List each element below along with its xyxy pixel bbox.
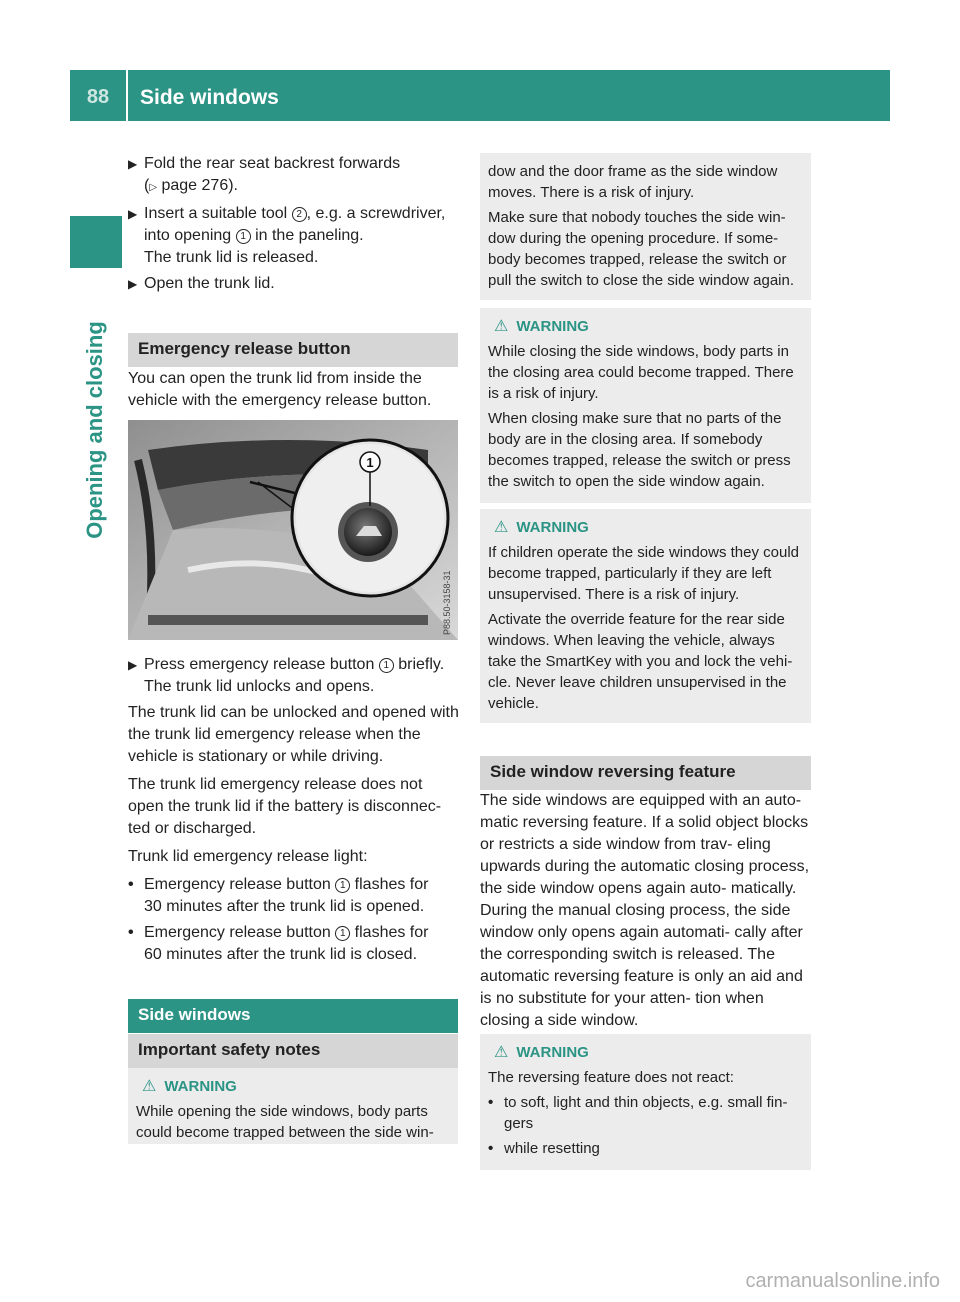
step-insert-tool: ▶ Insert a suitable tool 2 , e.g. a screwdriver, into opening 1 in the paneling. The trunk lid is released. (128, 205, 446, 266)
figure-callout-label: 1 (366, 455, 374, 470)
step-arrow-icon: ▶ (128, 207, 138, 221)
warning-heading: ⚠ WARNING (142, 1078, 237, 1095)
bullet-icon: • (488, 1094, 494, 1111)
warning-heading: ⚠ WARNING (494, 318, 589, 335)
reversing-feature-text: The side windows are equipped with an auto- matic reversing feature. If a solid object blocks or restricts a side window from trav- eling upwards during the automatic closing process, the side window opens again auto- matically. During the manual closing process, the side window only opens again automati- cally after the corresponding switch is released. The automatic reversing feature is only an aid and is no substitute for your atten- tion when closing a side window. (480, 792, 810, 1029)
list-item: • Emergency release button 1 flashes for 30 minutes after the trunk lid is opened. (128, 876, 429, 915)
warning-triangle-icon: ⚠ (494, 318, 509, 335)
warning-box (480, 509, 811, 723)
page-number: 88 (86, 86, 110, 108)
step-fold-seat: ▶ Fold the rear seat backrest forwards (▷ page 276). (128, 155, 401, 194)
watermark: carmanualsonline.info (745, 1270, 940, 1292)
step-arrow-icon: ▶ (128, 658, 138, 672)
emergency-intro: You can open the trunk lid from inside the vehicle with the emergency release button. (128, 370, 432, 409)
warning-triangle-icon: ⚠ (494, 1044, 509, 1061)
warning-triangle-icon: ⚠ (494, 519, 509, 536)
step-arrow-icon: ▶ (128, 277, 138, 291)
paragraph: The trunk lid can be unlocked and opened with the trunk lid emergency release when the vehicle is stationary or while driving. (128, 704, 459, 765)
page-reference-link[interactable]: page 276). (161, 177, 238, 194)
warning-text: Make sure that nobody touches the side win- dow during the opening procedure. If some- body becomes trapped, release the switch or pull the switch to close the side window again. (488, 209, 795, 289)
list-item: • while resetting (488, 1140, 600, 1157)
paragraph: The trunk lid emergency release does not open the trunk lid if the battery is disconnec- ted or discharged. (128, 776, 442, 837)
warning-text: When closing make sure that no parts of the body are in the closing area. If somebody becomes trapped, release the switch or press the switch to open the side window again. (488, 410, 791, 490)
warning-text: dow and the door frame as the side window moves. There is a risk of injury. (488, 163, 778, 201)
paragraph: Trunk lid emergency release light: (128, 848, 368, 865)
warning-text: While opening the side windows, body parts could become trapped between the side win- (136, 1103, 434, 1141)
left-column (128, 153, 458, 299)
warning-box-continued (480, 153, 811, 300)
bullet-icon: • (128, 924, 134, 941)
trunk-illustration (128, 420, 458, 640)
callout-1-icon: 1 (379, 658, 394, 673)
header-divider (126, 70, 128, 121)
bullet-icon: • (128, 876, 134, 893)
list-item: • Emergency release button 1 flashes for 60 minutes after the trunk lid is closed. (128, 924, 429, 963)
callout-1-icon: 1 (335, 878, 350, 893)
callout-2-icon: 2 (292, 207, 307, 222)
warning-heading: ⚠ WARNING (494, 1044, 589, 1061)
warning-text: Activate the override feature for the rear side windows. When leaving the vehicle, always take the SmartKey with you and lock the vehi- cle. Never leave children unsupervised in the vehicle. (488, 611, 793, 712)
bullet-icon: • (488, 1140, 494, 1157)
safety-notes-heading: Important safety notes (128, 1034, 458, 1068)
side-windows-heading: Side windows (128, 999, 458, 1033)
left-column-lower (128, 654, 460, 970)
step-open-trunk: ▶ Open the trunk lid. (128, 273, 458, 295)
reversing-feature-heading: Side window reversing feature (480, 756, 811, 790)
emergency-release-heading: Emergency release button (128, 333, 458, 367)
figure-code: P88.50-3158-31 (442, 570, 452, 635)
warning-text: The reversing feature does not react: (488, 1069, 734, 1086)
warning-box (128, 1068, 458, 1144)
list-item: • to soft, light and thin objects, e.g. small fin- gers (488, 1094, 788, 1132)
warning-text: If children operate the side windows they could become trapped, particularly if they are left unsupervised. There is a risk of injury. (488, 544, 800, 603)
callout-1-icon: 1 (335, 926, 350, 941)
page-title: Side windows (140, 86, 279, 109)
step-press-button: ▶ Press emergency release button 1 briefly. The trunk lid unlocks and opens. (128, 656, 445, 695)
warning-box (480, 308, 811, 503)
chapter-title: Opening and closing (82, 321, 107, 539)
step-arrow-icon: ▶ (128, 157, 138, 171)
warning-box (480, 1034, 811, 1170)
warning-text: While closing the side windows, body parts in the closing area could become trapped. There is a risk of injury. (488, 343, 794, 402)
page-ref-icon: ▷ (149, 182, 158, 193)
callout-1-icon: 1 (236, 229, 251, 244)
trunk-lid-figure (128, 420, 458, 640)
warning-heading: ⚠ WARNING (494, 519, 589, 536)
chapter-marker (70, 216, 122, 268)
warning-triangle-icon: ⚠ (142, 1078, 157, 1095)
